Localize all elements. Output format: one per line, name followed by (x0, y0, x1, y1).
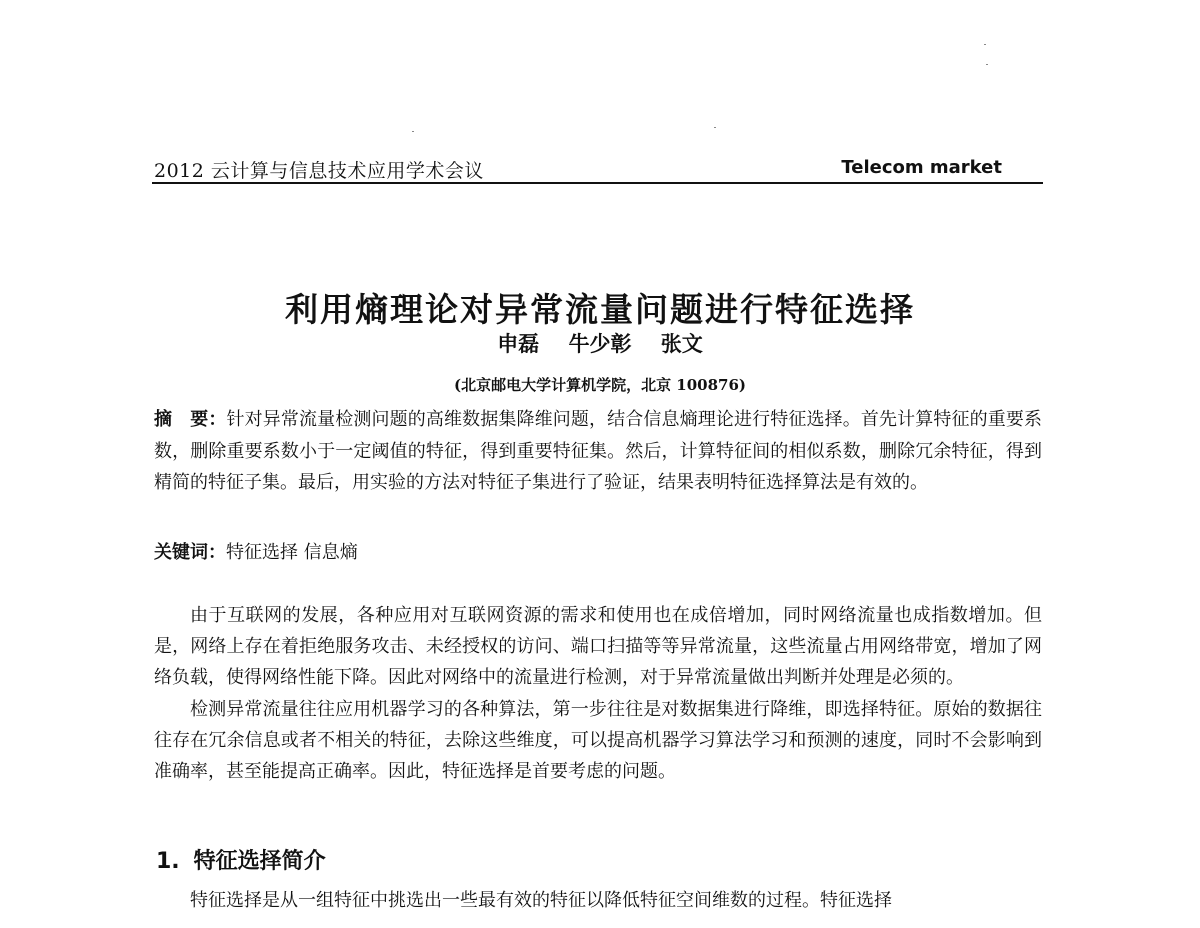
paper-title: 利用熵理论对异常流量问题进行特征选择 (285, 290, 915, 329)
running-header-conference: 2012 云计算与信息技术应用学术会议 (154, 160, 484, 182)
abstract-text: 针对异常流量检测问题的高维数据集降维问题，结合信息熵理论进行特征选择。首先计算特征的重要系数，删除重要系数小于一定阈值的特征，得到重要特征集。然后，计算特征间的相似系数，删除冗余特征，得到精简的特征子集。最后，用实验的方法对特征子集进行了验证，结果表明特征选择算法是有效的。 (154, 409, 1042, 493)
section-paragraph: 特征选择是从一组特征中挑选出一些最有效的特征以降低特征空间维数的过程。特征选择 (190, 890, 892, 911)
section-number: 1. (156, 849, 180, 874)
keywords-label: 关键词： (154, 542, 226, 563)
scan-speck (714, 127, 716, 128)
keywords (154, 537, 1042, 568)
header-rule (152, 182, 1043, 184)
author-affiliation: (北京邮电大学计算机学院，北京 100876) (453, 376, 747, 394)
intro-paragraph: 由于互联网的发展，各种应用对互联网资源的需求和使用也在成倍增加，同时网络流量也成指数增加。但是，网络上存在着拒绝服务攻击、未经授权的访问、端口扫描等等异常流量，这些流量占用网络带宽，增加了网络负载，使得网络性能下降。因此对网络中的流量进行检测，对于异常流量做出判断并处理是必须的。 (154, 605, 1042, 689)
abstract (154, 404, 1042, 499)
scan-speck (412, 131, 414, 132)
scan-speck (984, 44, 986, 45)
introduction-body (154, 600, 1042, 787)
abstract-label: 摘 要： (154, 409, 227, 430)
section-body (154, 885, 1042, 916)
section-title: 特征选择简介 (193, 849, 326, 874)
scan-speck (986, 64, 988, 65)
intro-paragraph: 检测异常流量往往应用机器学习的各种算法，第一步往往是对数据集进行降维，即选择特征。原始的数据往往存在冗余信息或者不相关的特征，去除这些维度，可以提高机器学习算法学习和预测的速度，同时不会影响到准确率，甚至能提高正确率。因此，特征选择是首要考虑的问题。 (154, 698, 1042, 783)
running-header-journal: Telecom market (841, 157, 1002, 178)
paper-authors: 申磊 牛少彰 张文 (497, 331, 703, 356)
section-heading (156, 844, 326, 875)
keywords-text: 特征选择 信息熵 (226, 542, 358, 563)
